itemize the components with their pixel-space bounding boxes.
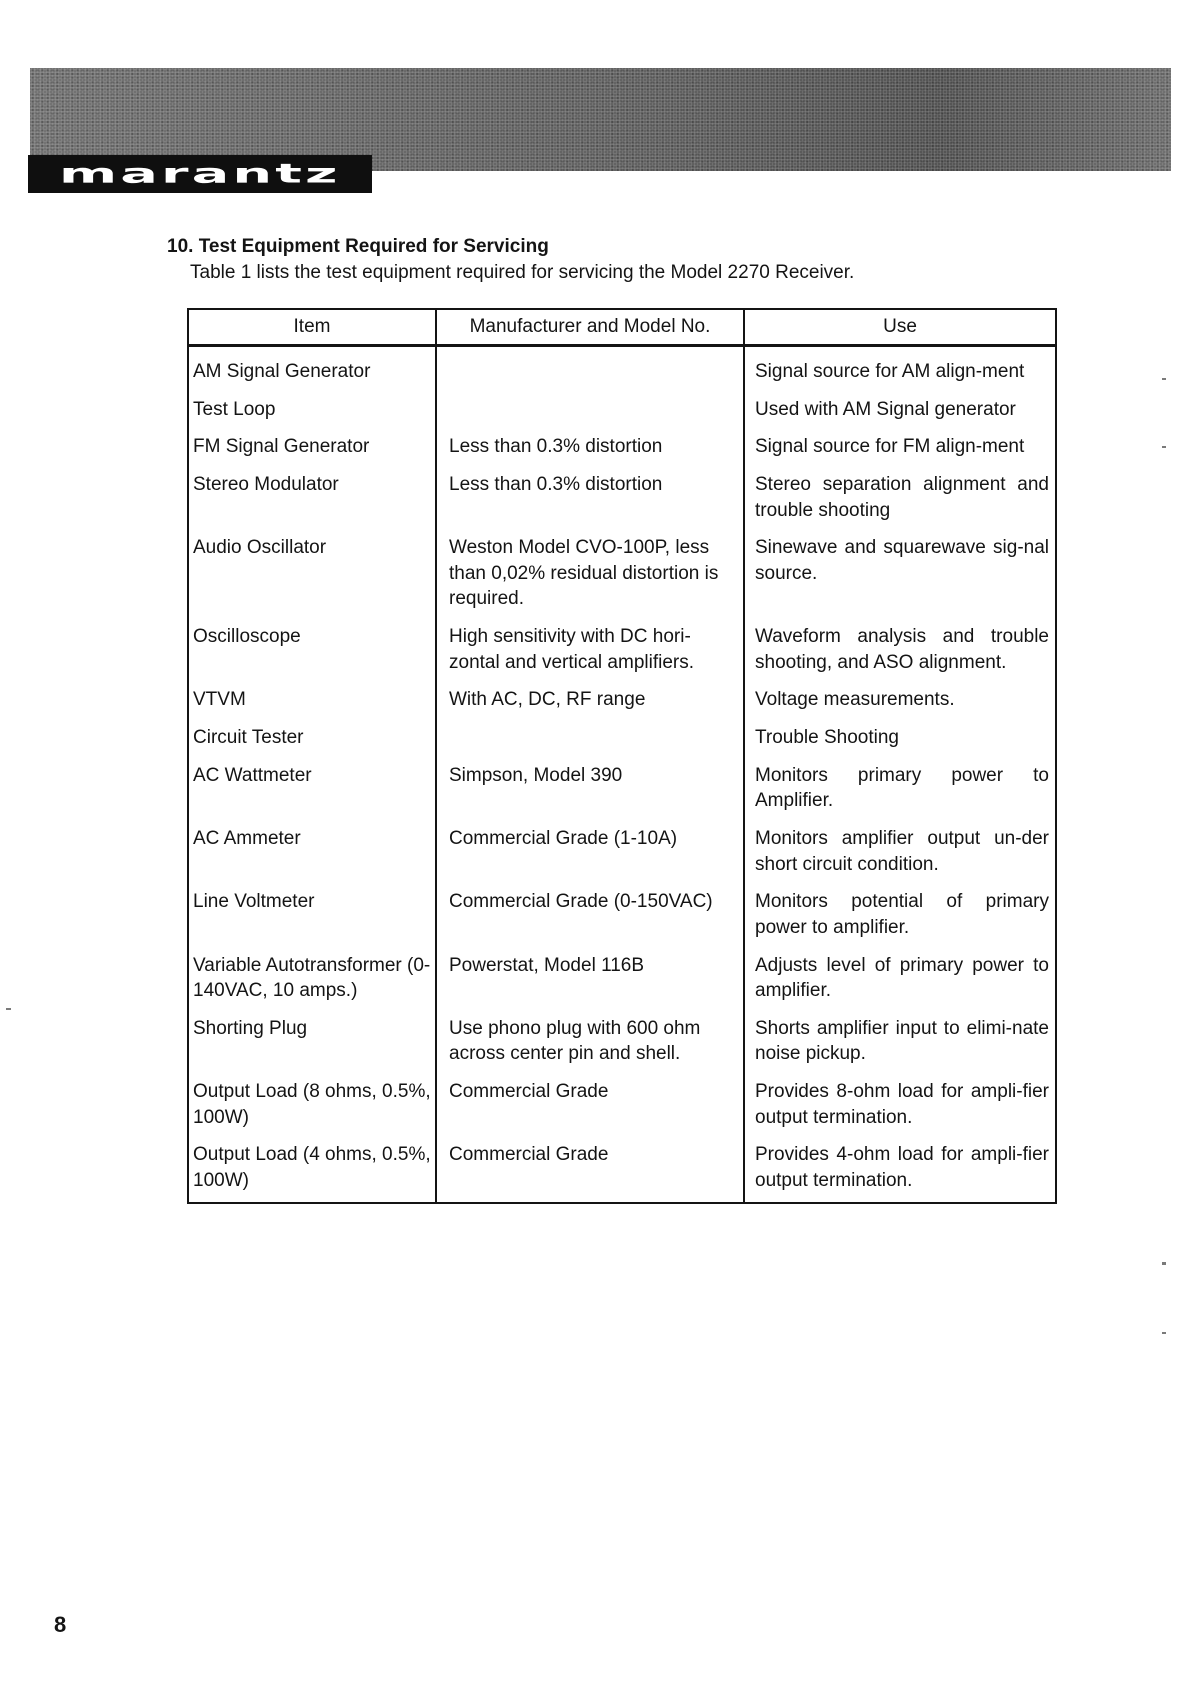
table-row	[188, 430, 1056, 468]
table-row	[188, 885, 1056, 948]
cell-item: Variable Autotransformer (0-140VAC, 10 amps.)	[188, 949, 436, 1012]
cell-use: Monitors amplifier output un-der short circuit condition.	[744, 822, 1056, 885]
cell-use: Shorts amplifier input to elimi-nate noise pickup.	[744, 1012, 1056, 1075]
cell-item: AC Wattmeter	[188, 759, 436, 822]
table-row	[188, 1075, 1056, 1138]
cell-manufacturer: Less than 0.3% distortion	[436, 430, 744, 468]
cell-item: Test Loop	[188, 393, 436, 431]
cell-item: Stereo Modulator	[188, 468, 436, 531]
table-row	[188, 346, 1056, 393]
cell-use: Used with AM Signal generator	[744, 393, 1056, 431]
column-header-manufacturer: Manufacturer and Model No.	[436, 309, 744, 346]
cell-item: Shorting Plug	[188, 1012, 436, 1075]
cell-manufacturer: Commercial Grade	[436, 1075, 744, 1138]
cell-use: Signal source for AM align-ment	[744, 346, 1056, 393]
cell-item: Audio Oscillator	[188, 531, 436, 620]
cell-item: Oscilloscope	[188, 620, 436, 683]
cell-item: FM Signal Generator	[188, 430, 436, 468]
scan-mark	[1162, 446, 1166, 448]
cell-item: VTVM	[188, 683, 436, 721]
section-intro: Table 1 lists the test equipment required for servicing the Model 2270 Receiver.	[190, 262, 855, 283]
table-row	[188, 1012, 1056, 1075]
test-equipment-table	[187, 308, 1057, 1204]
table-row	[188, 683, 1056, 721]
table-row	[188, 1138, 1056, 1202]
cell-use: Monitors primary power to Amplifier.	[744, 759, 1056, 822]
table-header-row	[188, 309, 1056, 346]
scan-mark	[1162, 378, 1166, 380]
page-number: 8	[54, 1612, 67, 1637]
cell-manufacturer: Use phono plug with 600 ohm across center pin and shell.	[436, 1012, 744, 1075]
table-row	[188, 620, 1056, 683]
cell-manufacturer: Simpson, Model 390	[436, 759, 744, 822]
cell-item: AM Signal Generator	[188, 346, 436, 393]
section-title: 10. Test Equipment Required for Servicing	[167, 236, 549, 257]
table-row	[188, 822, 1056, 885]
cell-use: Monitors potential of primary power to amplifier.	[744, 885, 1056, 948]
cell-use: Provides 4-ohm load for ampli-fier output termination.	[744, 1138, 1056, 1202]
table-row	[188, 531, 1056, 620]
cell-item: Line Voltmeter	[188, 885, 436, 948]
cell-use: Provides 8-ohm load for ampli-fier output termination.	[744, 1075, 1056, 1138]
cell-manufacturer: Weston Model CVO-100P, less than 0,02% residual distortion is required.	[436, 531, 744, 620]
brand-logo	[28, 155, 372, 193]
cell-manufacturer: Less than 0.3% distortion	[436, 468, 744, 531]
brand-logo-text: marantz	[59, 158, 341, 189]
column-header-item: Item	[188, 309, 436, 346]
cell-use: Sinewave and squarewave sig-nal source.	[744, 531, 1056, 620]
table-row	[188, 759, 1056, 822]
table-row	[188, 721, 1056, 759]
cell-item: Output Load (4 ohms, 0.5%, 100W)	[188, 1138, 436, 1202]
cell-manufacturer: Commercial Grade (1-10A)	[436, 822, 744, 885]
cell-use: Trouble Shooting	[744, 721, 1056, 759]
cell-manufacturer: Powerstat, Model 116B	[436, 949, 744, 1012]
cell-manufacturer: Commercial Grade (0-150VAC)	[436, 885, 744, 948]
cell-use: Stereo separation alignment and trouble shooting	[744, 468, 1056, 531]
cell-manufacturer	[436, 393, 744, 431]
scan-mark	[1162, 1262, 1166, 1265]
cell-use: Waveform analysis and trouble shooting, and ASO alignment.	[744, 620, 1056, 683]
scan-mark	[1162, 1332, 1166, 1334]
cell-use: Voltage measurements.	[744, 683, 1056, 721]
cell-manufacturer: High sensitivity with DC hori-zontal and vertical amplifiers.	[436, 620, 744, 683]
cell-manufacturer	[436, 721, 744, 759]
cell-item: Circuit Tester	[188, 721, 436, 759]
column-header-use: Use	[744, 309, 1056, 346]
cell-manufacturer	[436, 346, 744, 393]
cell-item: AC Ammeter	[188, 822, 436, 885]
cell-manufacturer: With AC, DC, RF range	[436, 683, 744, 721]
cell-item: Output Load (8 ohms, 0.5%, 100W)	[188, 1075, 436, 1138]
cell-manufacturer: Commercial Grade	[436, 1138, 744, 1202]
table-row	[188, 468, 1056, 531]
cell-use: Signal source for FM align-ment	[744, 430, 1056, 468]
cell-use: Adjusts level of primary power to amplifier.	[744, 949, 1056, 1012]
scan-mark	[6, 1008, 11, 1010]
table-row	[188, 949, 1056, 1012]
table-row	[188, 393, 1056, 431]
